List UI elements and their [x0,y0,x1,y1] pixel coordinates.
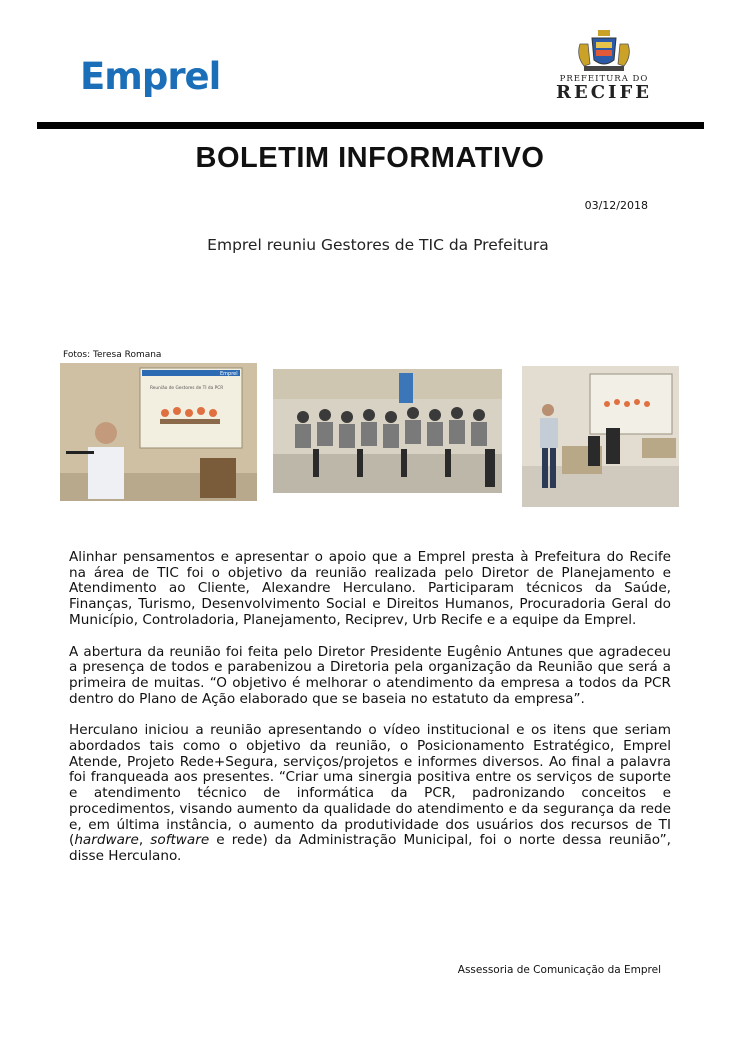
photo-speaker-room [522,366,679,507]
header-rule [37,122,704,129]
article-subtitle: Emprel reuniu Gestores de TIC da Prefeitura [207,236,549,254]
slide-brand-text: Emprel [220,371,238,377]
prefeitura-recife-logo [548,30,660,102]
paragraph-1: Alinhar pensamentos e apresentar o apoio que a Emprel presta à Prefeitura do Recife na área de TIC foi o objetivo da reunião realizada pelo Diretor de Planejamento e Atendimento ao Cliente, Alexandre Herculano. Participaram técnicos da Saúde, Finanças, Turismo, Desenvolvimento Social e Direitos Humanos, Procuradoria Geral do Município, Controladoria, Planejamento, Reciprev, Urb Recife e a equipe da Emprel. [69,549,671,628]
photo-presenter [60,363,257,501]
publication-date: 03/12/2018 [584,199,648,212]
footer-signature: Assessoria de Comunicação da Emprel [457,964,661,976]
paragraph-3 [69,723,671,864]
article-body [69,550,671,881]
slide-caption-text: Reunião de Gestores de TI da PCR [150,386,224,391]
paragraph-2: A abertura da reunião foi feita pelo Diretor Presidente Eugênio Antunes que agradeceu a presença de todos e parabenizou a Diretoria pela organização da Reunião que será a primeira de muitas. “O objetivo é melhorar o atendimento da empresa a todos da PCR dentro do Plano de Ação elaborado que se baseia no estatuto da empresa”. [69,643,671,707]
paragraph-3-text-a: Herculano iniciou a reunião apresentando o vídeo institucional e os itens que seriam abordados tais como o objetivo da reunião, o Posicionamento Estratégico, Emprel Atende, Projeto Rede+Segura, serviços/projetos e informes diversos. Ao final a palavra foi franqueada aos presentes. “Criar uma sinergia positiva entre os serviços de suporte e atendimento técnico de informática da PCR, padronizando conceitos e procedimentos, visando aumento da qualidade do atendimento e da segurança da rede e, em última instância, o aumento da produtividade dos usuários dos recursos de TI ( [69,722,671,849]
photo-audience [273,369,502,493]
photo-credit: Fotos: Teresa Romana [63,350,162,360]
recife-text: RECIFE [556,82,652,103]
recife-crest-icon [574,30,634,72]
prefeitura-do-text: PREFEITURA DO [559,74,649,84]
paragraph-3-text-b: e rede) da Administração Municipal, foi o norte dessa reunião”, disse Herculano. [69,832,671,864]
paragraph-3-comma: , [138,832,151,849]
italic-hardware: hardware [74,832,139,849]
italic-software: software [150,832,210,849]
emprel-logo: Emprel [80,55,221,98]
page-title: BOLETIM INFORMATIVO [195,142,545,174]
